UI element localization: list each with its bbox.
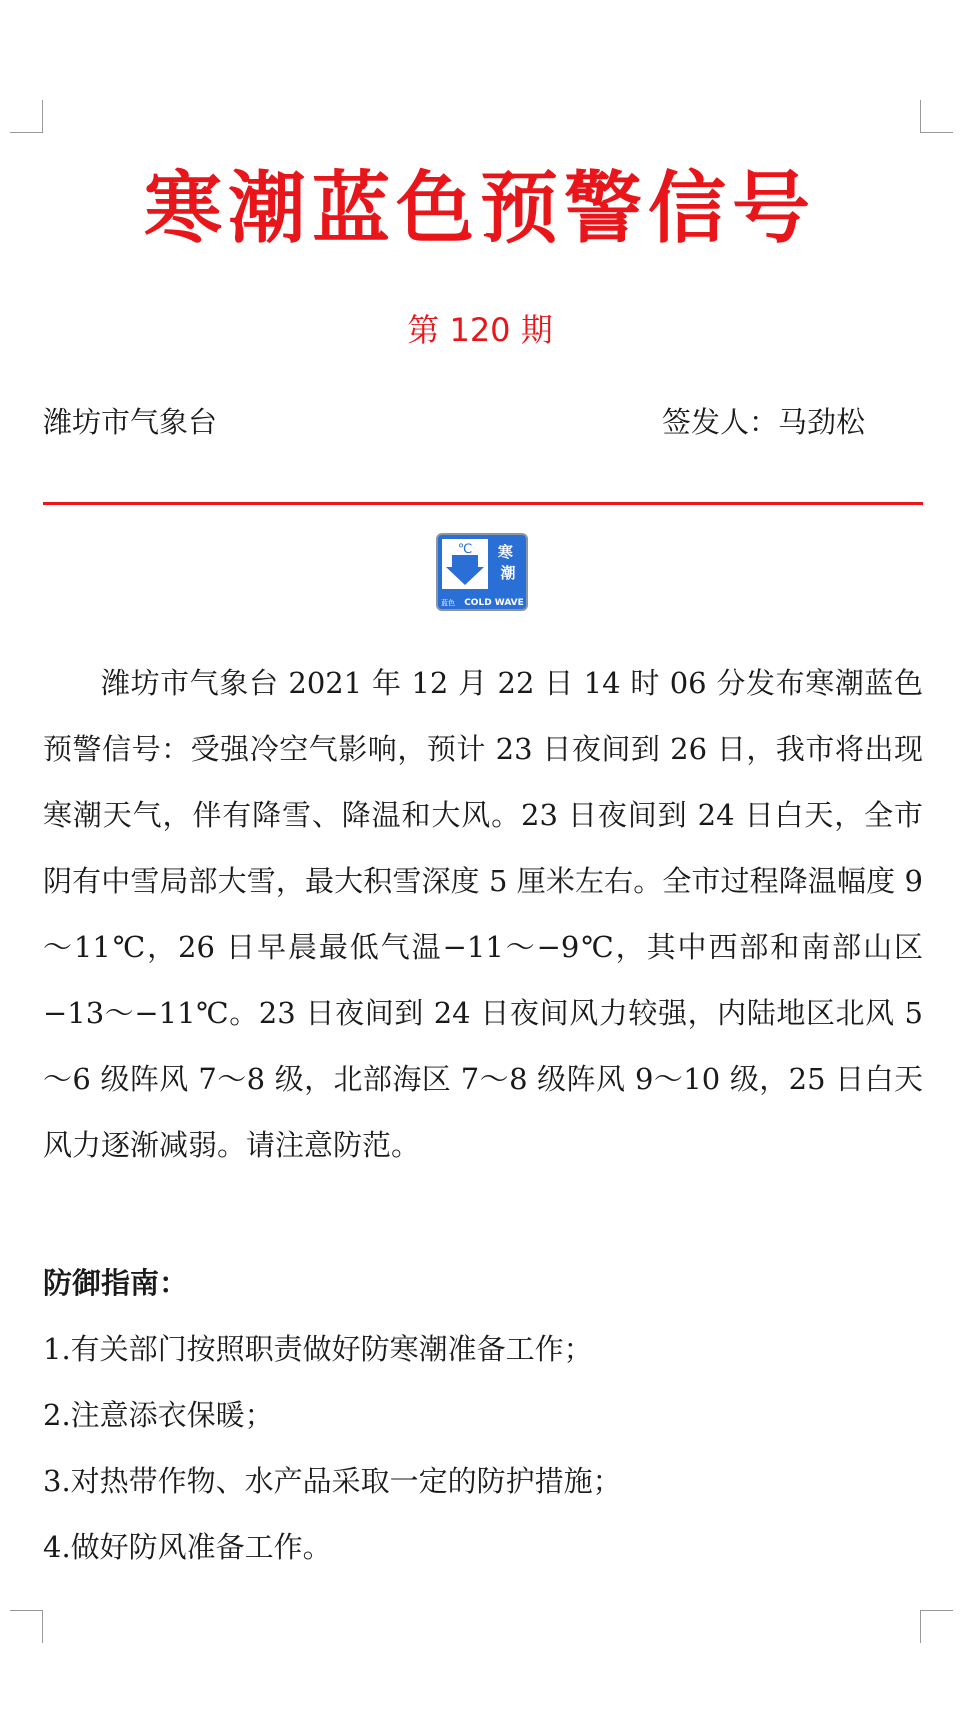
header-divider <box>43 502 923 505</box>
crop-mark-top-right <box>920 100 953 133</box>
guide-item: 2.注意添衣保暖； <box>43 1398 274 1432</box>
crop-mark-top-left <box>10 100 43 133</box>
badge-char-2: 潮 <box>500 564 516 582</box>
guide-item: 1.有关部门按照职责做好防寒潮准备工作； <box>43 1332 593 1366</box>
badge-char-1: 寒 <box>497 543 513 561</box>
badge-side-label: 蓝色 <box>441 599 455 607</box>
document-title: 寒潮蓝色预警信号 <box>143 164 816 254</box>
issuer-name: 潍坊市气象台 <box>43 405 218 439</box>
guide-item: 4.做好防风准备工作。 <box>43 1530 332 1564</box>
guide-item: 3.对热带作物、水产品采取一定的防护措施； <box>43 1464 622 1498</box>
badge-english: COLD WAVE <box>464 598 524 608</box>
crop-mark-bottom-right <box>920 1610 953 1643</box>
cold-wave-warning-icon <box>436 533 528 611</box>
warning-body: 潍坊市气象台 2021 年 12 月 22 日 14 时 06 分发布寒潮蓝色预警信号：受强冷空气影响，预计 23 日夜间到 26 日，我市将出现寒潮天气，伴有降雪、降温和大风。23 日夜间到 24 日白天，全市阴有中雪局部大雪，最大积雪深度 5 厘米左右。全市过程降温幅度 9～11℃，26 日早晨最低气温−11～−9℃，其中西部和南部山区−13～−11℃。23 日夜间到 24 日夜间风力较强，内陆地区北风 5～6 级阵风 7～8 级，北部海区 7～8 级阵风 9～10 级，25 日白天风力逐渐减弱。请注意防范。 <box>43 666 923 1162</box>
crop-mark-bottom-left <box>10 1610 43 1643</box>
badge-symbol: ℃ <box>457 542 473 557</box>
defense-guide <box>43 1250 923 1580</box>
guide-title: 防御指南： <box>43 1266 189 1300</box>
issue-number: 第 120 期 <box>407 311 553 349</box>
signer-name: 签发人：马劲松 <box>661 405 865 439</box>
